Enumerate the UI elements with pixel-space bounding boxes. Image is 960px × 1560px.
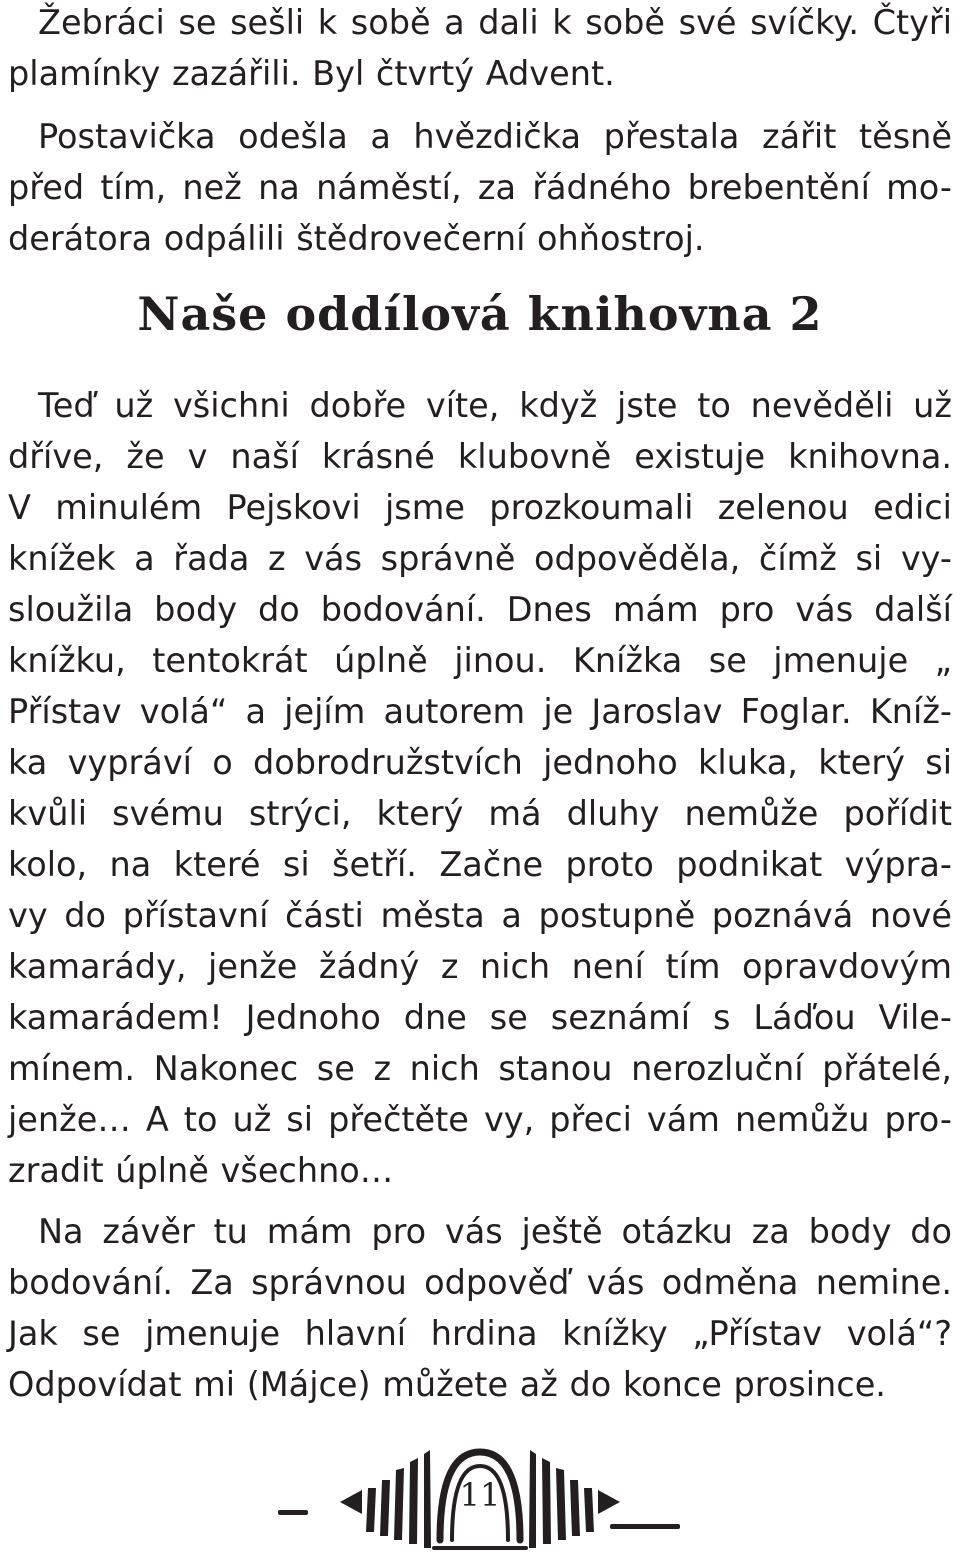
text-line: kolo, na které si šetří. Začne proto podnikat výpra- [8, 845, 952, 884]
text-line: Jak se jmenuje hlavní hrdina knížky „Přístav volá“? [8, 1314, 952, 1353]
text-line: Teď už všichni dobře víte, když jste to nevěděli už [38, 386, 952, 425]
text-line: Odpovídat mi (Májce) můžete až do konce prosince. [8, 1365, 886, 1404]
text-line: jenže… A to už si přečtěte vy, přeci vám nemůžu pro- [8, 1100, 952, 1139]
text-line: ka vypráví o dobrodružstvích jednoho kluka, který si [8, 743, 952, 782]
text-line: dříve, že v naší krásné klubovně existuje knihovna. [8, 437, 952, 476]
text-line: derátora odpálili štědrovečerní ohňostroj. [8, 219, 705, 258]
text-line: knížek a řada z vás správně odpověděla, čímž si vy- [8, 539, 952, 578]
text-line: mínem. Nakonec se z nich stanou nerozluční přátelé, [8, 1049, 952, 1088]
paragraph-story-ending [8, 111, 952, 264]
page [8, 0, 952, 1410]
text-line: V minulém Pejskovi jsme prozkoumali zelenou edici [8, 488, 952, 527]
text-line: Přístav volá“ a jejím autorem je Jaroslav Foglar. Kníž- [8, 692, 952, 731]
text-line: Postavička odešla a hvězdička přestala zářit těsně [38, 117, 952, 156]
text-line: kamarády, jenže žádný z nich není tím opravdovým [8, 947, 952, 986]
text-line: zradit úplně všechno… [8, 1151, 394, 1190]
text-line: Na závěr tu mám pro vás ještě otázku za body do [38, 1212, 952, 1251]
text-line: před tím, než na náměstí, za řádného brebentění mo- [8, 168, 952, 207]
paragraph-quiz-question [8, 1206, 952, 1410]
page-number: 11 [459, 1476, 501, 1514]
text-line: vy do přístavní části města a postupně poznává nové [8, 896, 952, 935]
text-line: Žebráci se sešli k sobě a dali k sobě své svíčky. Čtyři [38, 3, 952, 42]
text-line: sloužila body do bodování. Dnes mám pro vás další [8, 590, 952, 629]
paragraph-advent-story [8, 0, 952, 99]
text-line: knížku, tentokrát úplně jinou. Knížka se jmenuje „ [8, 641, 952, 680]
text-line: kamarádem! Jednoho dne se seznámí s Láďou Vile- [8, 998, 952, 1037]
section-title: Naše oddílová knihovna 2 [137, 287, 823, 341]
paragraph-library-article [8, 380, 952, 1196]
text-line: kvůli svému strýci, který má dluhy nemůže pořídit [8, 794, 952, 833]
text-line: plamínky zazářili. Byl čtvrtý Advent. [8, 54, 615, 93]
text-line: bodování. Za správnou odpověď vás odměna nemine. [8, 1263, 952, 1302]
